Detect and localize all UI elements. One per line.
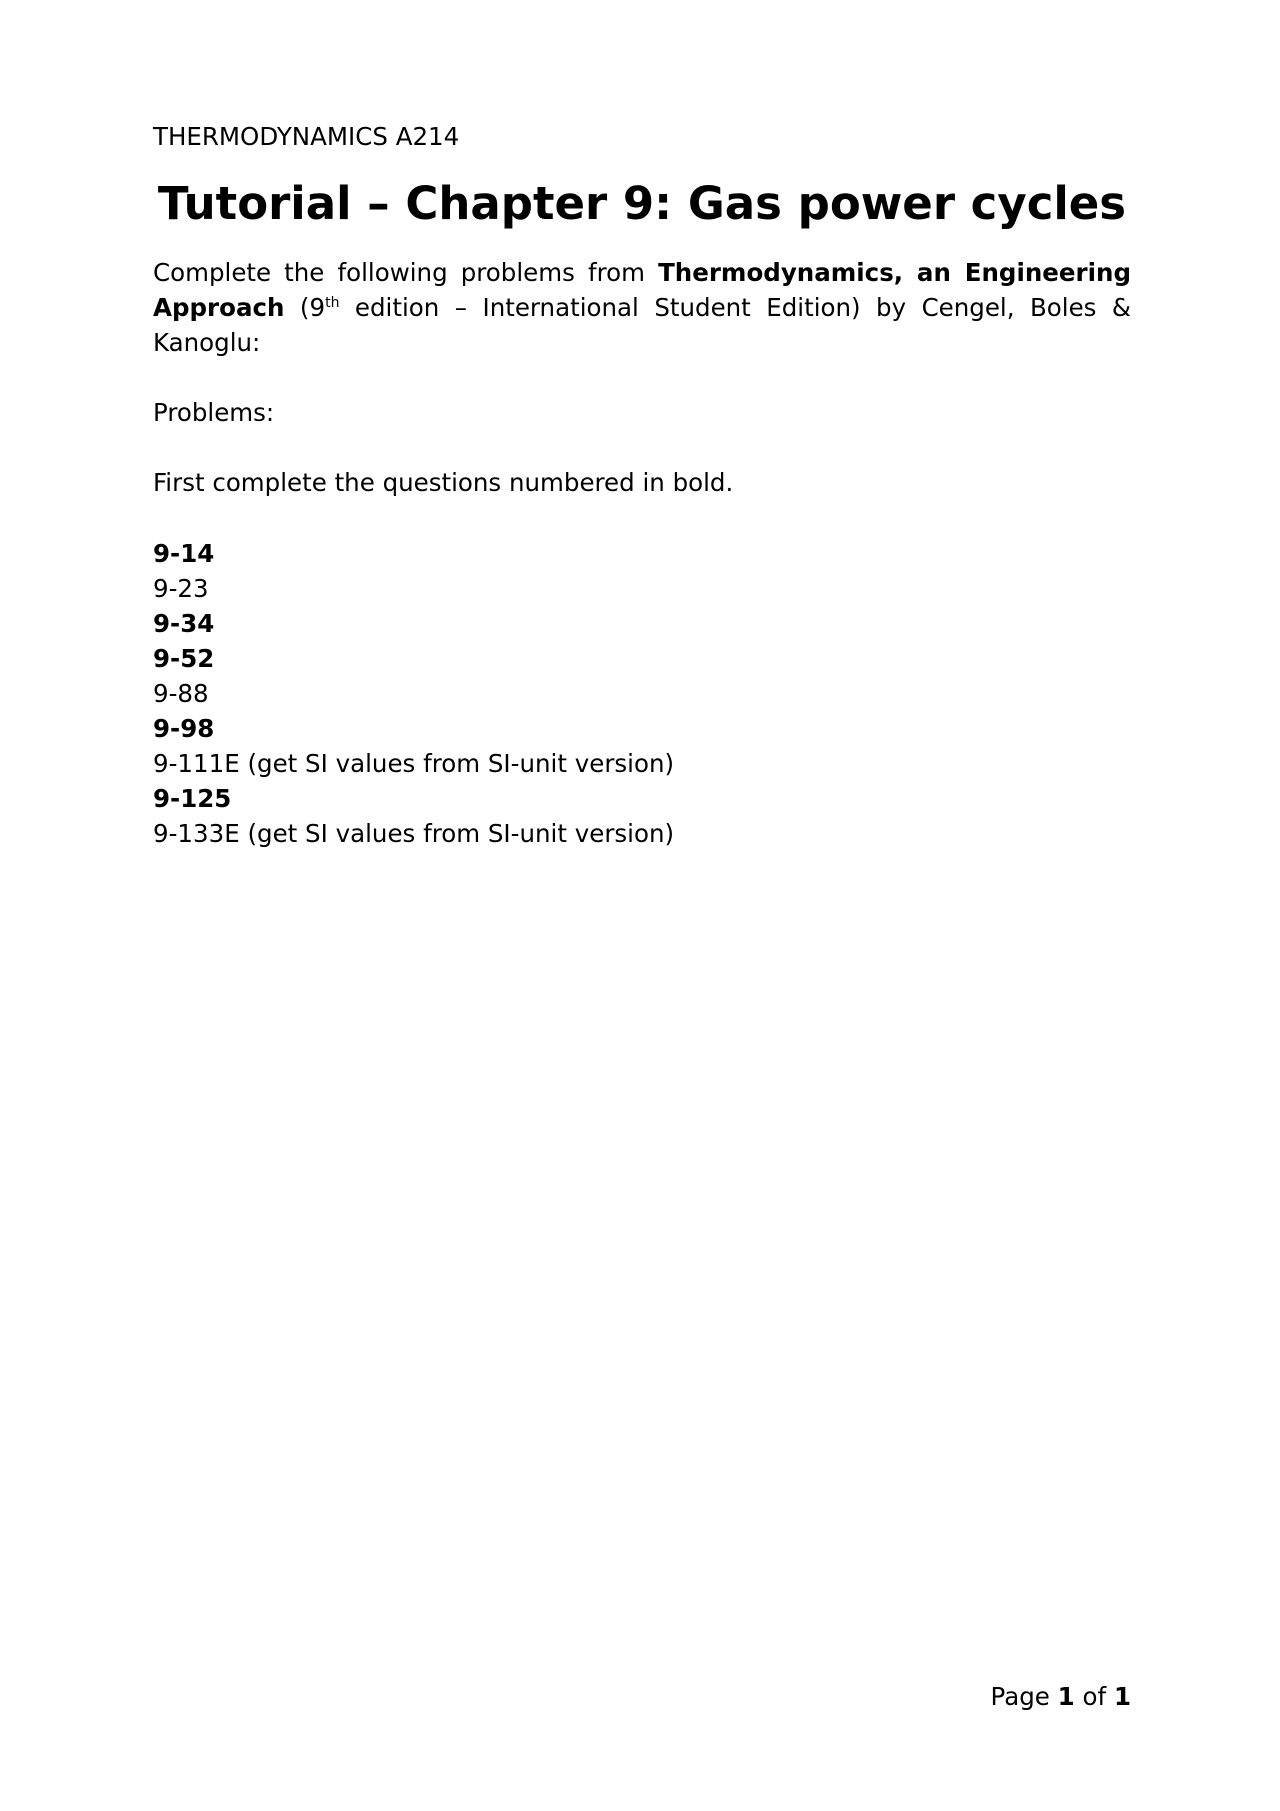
problem-item: 9-23 (153, 574, 209, 603)
problems-label: Problems: (153, 398, 275, 427)
problem-item: 9-14 (153, 539, 215, 568)
problem-item: 9-133E (get SI values from SI-unit version) (153, 819, 675, 848)
problem-item: 9-125 (153, 784, 232, 813)
page-title: Tutorial – Chapter 9: Gas power cycles (157, 177, 1127, 230)
current-page: 1 (1057, 1682, 1075, 1711)
of-word: of (1082, 1682, 1107, 1711)
intro-text-1: Complete the following problems from (153, 258, 659, 287)
problem-item: 9-52 (153, 644, 215, 673)
intro-text-2: (9 (284, 293, 326, 322)
problem-item: 9-111E (get SI values from SI-unit version) (153, 749, 675, 778)
intro-text-3: edition – International Student Edition) by Cengel, Boles & Kanoglu: (153, 293, 1131, 357)
instruction-text: First complete the questions numbered in bold. (153, 468, 734, 497)
course-code: THERMODYNAMICS A214 (153, 122, 460, 151)
book-title: Thermodynamics, an Engineering Approach (153, 258, 1131, 322)
intro-paragraph (153, 255, 1131, 360)
page-number (991, 1681, 1131, 1713)
problem-list (153, 536, 674, 851)
page-word: Page (990, 1682, 1050, 1711)
edition-superscript: th (325, 295, 340, 311)
problem-item: 9-98 (153, 714, 215, 743)
problem-item: 9-88 (153, 679, 209, 708)
total-pages: 1 (1113, 1682, 1131, 1711)
problem-item: 9-34 (153, 609, 215, 638)
